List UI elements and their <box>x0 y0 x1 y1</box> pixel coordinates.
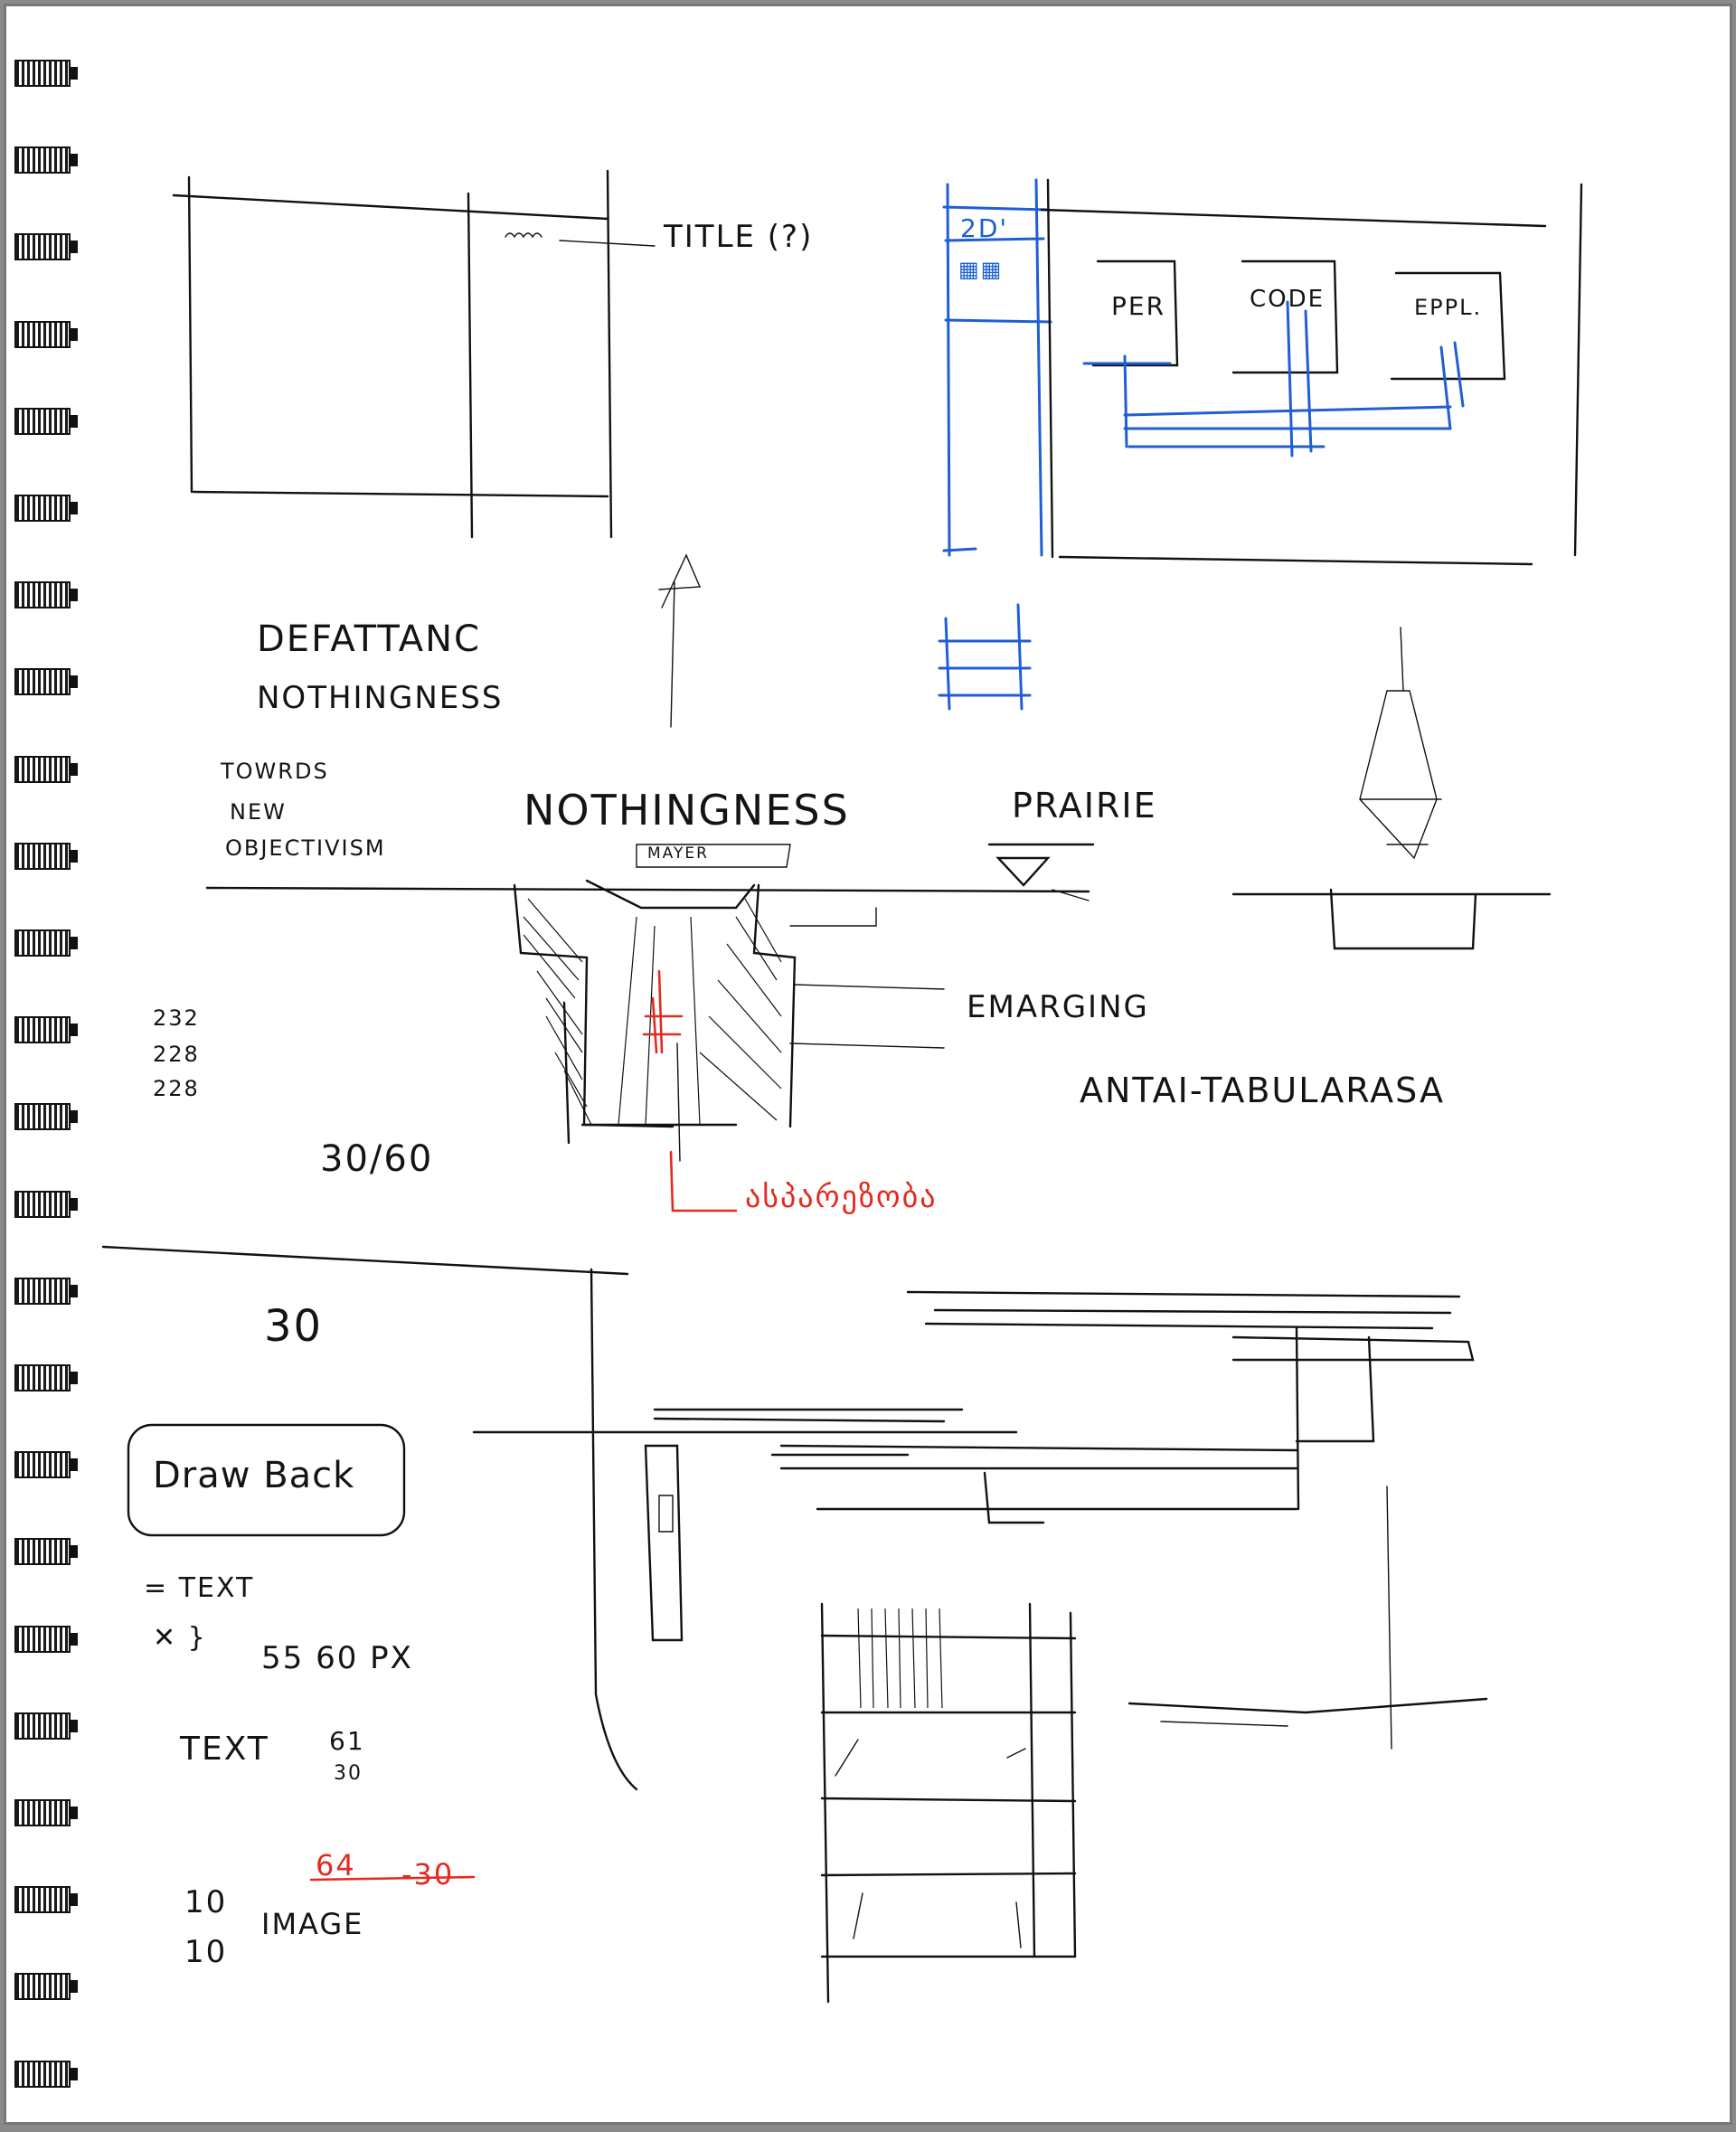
draw-back-label: Draw Back <box>153 1455 355 1496</box>
ratio-30-60: 30/60 <box>320 1138 434 1180</box>
north-arrow-shaft <box>671 582 675 727</box>
shelf-section-sketch <box>822 1604 1075 2002</box>
towards-line-1: TOWRDS <box>221 759 329 784</box>
towards-line-2: NEW <box>230 799 287 825</box>
card-label-code: CODE <box>1250 286 1326 313</box>
red-num-64: 64 <box>316 1848 356 1882</box>
towards-line-3: OBJECTIVISM <box>225 835 386 861</box>
number-228-b: 228 <box>153 1076 200 1101</box>
red-georgian-label: ასპარეზობა <box>745 1179 938 1215</box>
text2-label: TEXT <box>180 1731 269 1768</box>
card-label-per: PER <box>1111 291 1166 321</box>
red-num-minus30: -30 <box>401 1857 455 1891</box>
number-232: 232 <box>153 1005 200 1031</box>
blue-scribble: ▦▦ <box>958 257 1004 282</box>
image-num-10-b: 10 <box>184 1934 228 1970</box>
text2-num-61: 61 <box>329 1726 365 1756</box>
section-perspective-sketch <box>514 881 944 1211</box>
image-label: IMAGE <box>261 1907 364 1941</box>
blue-2d-label: 2D' <box>960 213 1009 243</box>
north-arrow-head <box>659 555 700 608</box>
top-left-frame-sketch <box>174 171 655 537</box>
prairie-marker <box>989 844 1093 885</box>
sketchbook-page <box>4 4 1732 2125</box>
title-label: TITLE (?) <box>664 219 814 255</box>
mayer-plaque: MAYER <box>647 844 709 863</box>
anti-tabularasa-label: ANTAI-TABULARASA <box>1080 1071 1445 1110</box>
text-size-label: = TEXT <box>144 1572 255 1604</box>
sketch-drawing <box>4 4 1736 2132</box>
card-label-eppl: EPPL. <box>1414 295 1483 320</box>
emerging-label: EMARGING <box>967 989 1149 1025</box>
word-defattanc: DEFATTANC <box>257 618 481 660</box>
blue-mini-sketch <box>939 605 1030 709</box>
hanging-element-sketch <box>1233 627 1550 948</box>
top-right-frame-sketch <box>944 180 1581 564</box>
number-228-a: 228 <box>153 1042 200 1067</box>
text-sizes: 55 60 PX <box>261 1640 413 1676</box>
image-num-10-a: 10 <box>184 1884 228 1920</box>
brace-glyph: ✕ } <box>153 1622 207 1654</box>
ground-line <box>207 888 1089 891</box>
number-30: 30 <box>264 1301 324 1352</box>
prairie-label: PRAIRIE <box>1012 786 1157 825</box>
word-nothingness-small: NOTHINGNESS <box>257 680 504 716</box>
text2-num-30: 30 <box>334 1762 363 1785</box>
nothingness-heading: NOTHINGNESS <box>524 786 850 835</box>
